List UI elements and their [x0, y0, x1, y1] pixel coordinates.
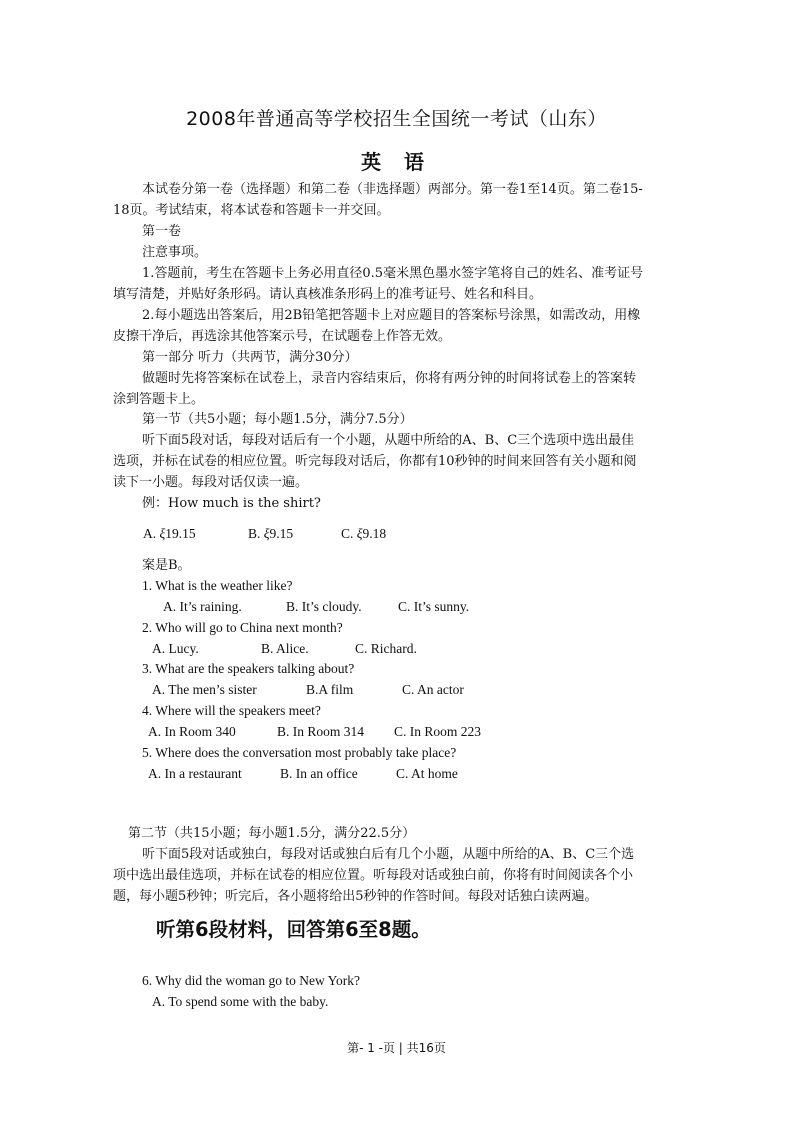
example-question: 例：How much is the shirt?	[142, 496, 321, 511]
question-3-option-a: A. The men’s sister	[152, 682, 257, 697]
example-option-c	[341, 524, 386, 544]
question-1-option-c: C. It’s sunny.	[398, 599, 470, 614]
section1-instruction-line-3: 读下一小题。每段对话仅读一遍。	[113, 475, 309, 490]
page-title: 2008年普通高等学校招生全国统一考试（山东）	[186, 108, 607, 130]
question-1: 1. What is the weather like?	[142, 578, 293, 593]
question-2: 2. Who will go to China next month?	[142, 620, 343, 635]
part1-instruction-line-1: 做题时先将答案标在试卷上，录音内容结束后，你将有两分钟的时间将试卷上的答案转	[142, 371, 637, 386]
option-prefix: A.	[143, 526, 160, 541]
question-6-option-a: A. To spend some with the baby.	[152, 994, 329, 1009]
question-5-option-b: B. In an office	[280, 766, 358, 781]
intro-line-1: 本试卷分第一卷（选择题）和第二卷（非选择题）两部分。第一卷1至14页。第二卷15-	[142, 182, 643, 197]
xi-symbol: ξ	[356, 526, 363, 541]
option-value: 9.15	[269, 526, 294, 541]
example-answer: 案是B。	[142, 558, 191, 573]
notice-2-line-1: 2.每小题选出答案后，用2B铅笔把答题卡上对应题目的答案标号涂黑，如需改动，用橡	[142, 308, 641, 323]
material-6-heading: 听第6段材料，回答第6至8题。	[156, 918, 431, 941]
subject-title: 英 语	[361, 150, 432, 174]
question-1-option-b: B. It’s cloudy.	[286, 599, 362, 614]
section2-instruction-line-1: 听下面5段对话或独白，每段对话或独白后有几个小题，从题中所给的A、B、C三个选	[142, 847, 635, 862]
question-2-option-b: B. Alice.	[261, 641, 309, 656]
page-footer: 第- 1 -页 | 共16页	[347, 1041, 446, 1055]
question-3-option-c: C. An actor	[402, 682, 464, 697]
question-5-option-a: A. In a restaurant	[148, 766, 242, 781]
section2-instruction-line-3: 题，每小题5秒钟；听完后，各小题将给出5秒钟的作答时间。每段对话独白读两遍。	[113, 889, 598, 904]
option-prefix: B.	[248, 526, 264, 541]
question-4-option-c: C. In Room 223	[394, 724, 482, 739]
volume-heading: 第一卷	[142, 224, 182, 239]
notice-heading: 注意事项。	[142, 245, 208, 260]
question-4-option-b: B. In Room 314	[277, 724, 365, 739]
section1-instruction-line-2: 选项，并标在试卷的相应位置。听完每段对话后，你都有10秒钟的时间来回答有关小题和阅	[113, 454, 637, 469]
intro-line-2: 18页。考试结束，将本试卷和答题卡一并交回。	[113, 203, 390, 218]
section1-instruction-line-1: 听下面5段对话，每段对话后有一个小题，从题中所给的A、B、C三个选项中选出最佳	[142, 433, 635, 448]
question-2-option-c: C. Richard.	[355, 641, 417, 656]
question-3: 3. What are the speakers talking about?	[142, 661, 355, 676]
question-1-option-a: A. It’s raining.	[163, 599, 242, 614]
question-2-option-a: A. Lucy.	[152, 641, 199, 656]
question-3-option-b: B.A film	[306, 682, 354, 697]
option-prefix: C.	[341, 526, 357, 541]
question-6: 6. Why did the woman go to New York?	[142, 973, 360, 988]
notice-1-line-2: 填写清楚，并贴好条形码。请认真核准条形码上的准考证号、姓名和科目。	[113, 287, 543, 302]
part1-instruction-line-2: 涂到答题卡上。	[113, 392, 205, 407]
xi-symbol: ξ	[159, 526, 166, 541]
question-5-option-c: C. At home	[396, 766, 458, 781]
notice-2-line-2: 皮擦干净后，再选涂其他答案示号，在试题卷上作答无效。	[113, 329, 452, 344]
section1-heading: 第一节（共5小题；每小题1.5分，满分7.5分）	[142, 412, 413, 427]
example-option-a	[143, 524, 196, 544]
section2-heading: 第二节（共15小题；每小题1.5分，满分22.5分）	[128, 826, 416, 841]
option-value: 9.18	[362, 526, 387, 541]
xi-symbol: ξ	[263, 526, 270, 541]
part1-heading: 第一部分 听力（共两节，满分30分）	[142, 350, 358, 365]
section2-instruction-line-2: 项中选出最佳选项，并标在试卷的相应位置。听每段对话或独白前，你将有时间阅读各个小	[113, 868, 634, 883]
question-4-option-a: A. In Room 340	[148, 724, 236, 739]
option-value: 19.15	[165, 526, 196, 541]
example-option-b	[248, 524, 293, 544]
notice-1-line-1: 1.答题前，考生在答题卡上务必用直径0.5毫米黑色墨水签字笔将自己的姓名、准考证号	[142, 266, 644, 281]
question-4: 4. Where will the speakers meet?	[142, 703, 321, 718]
question-5: 5. Where does the conversation most probably take place?	[142, 745, 457, 760]
